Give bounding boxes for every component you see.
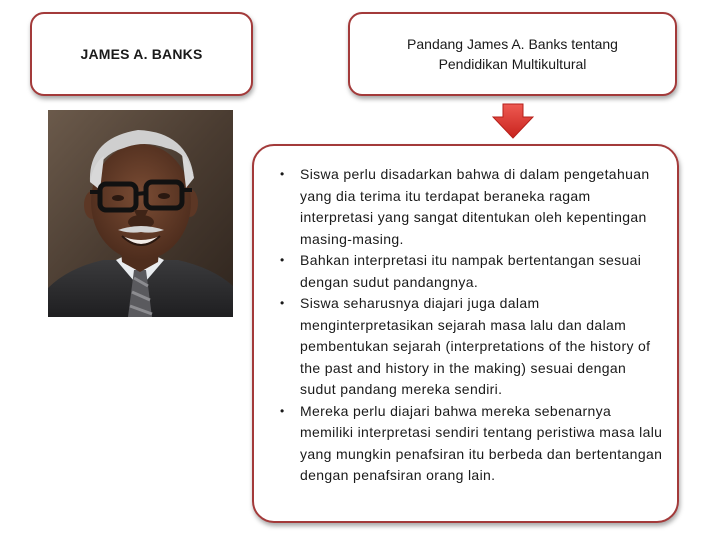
name-box <box>30 12 253 96</box>
bullet-item: • Siswa seharusnya diajari juga dalam menginterpretasikan sejarah masa lalu dan dalam pembentukan sejarah (interpretations of the history of the past and history in the making) sesuai dengan sudut pandang mereka sendiri. <box>274 293 663 401</box>
title-box <box>348 12 677 96</box>
title-label: Pandang James A. Banks tentang Pendidikan Multikultural <box>407 36 618 72</box>
portrait-photo <box>48 110 233 317</box>
bullet-list <box>274 164 663 487</box>
down-arrow-icon <box>492 103 534 139</box>
bullet-item: • Siswa perlu disadarkan bahwa di dalam pengetahuan yang dia terima itu terdapat beraneka ragam interpretasi yang sangat ditentukan oleh kepentingan masing-masing. <box>274 164 663 250</box>
content-box <box>252 144 679 523</box>
bullet-item: • Bahkan interpretasi itu nampak bertentangan sesuai dengan sudut pandangnya. <box>274 250 663 293</box>
bullet-item: • Mereka perlu diajari bahwa mereka sebenarnya memiliki interpretasi sendiri tentang peristiwa masa lalu yang mungkin penafsiran itu berbeda dan bertentangan dengan penafsiran orang lain. <box>274 401 663 487</box>
name-label: JAMES A. BANKS <box>80 46 203 62</box>
